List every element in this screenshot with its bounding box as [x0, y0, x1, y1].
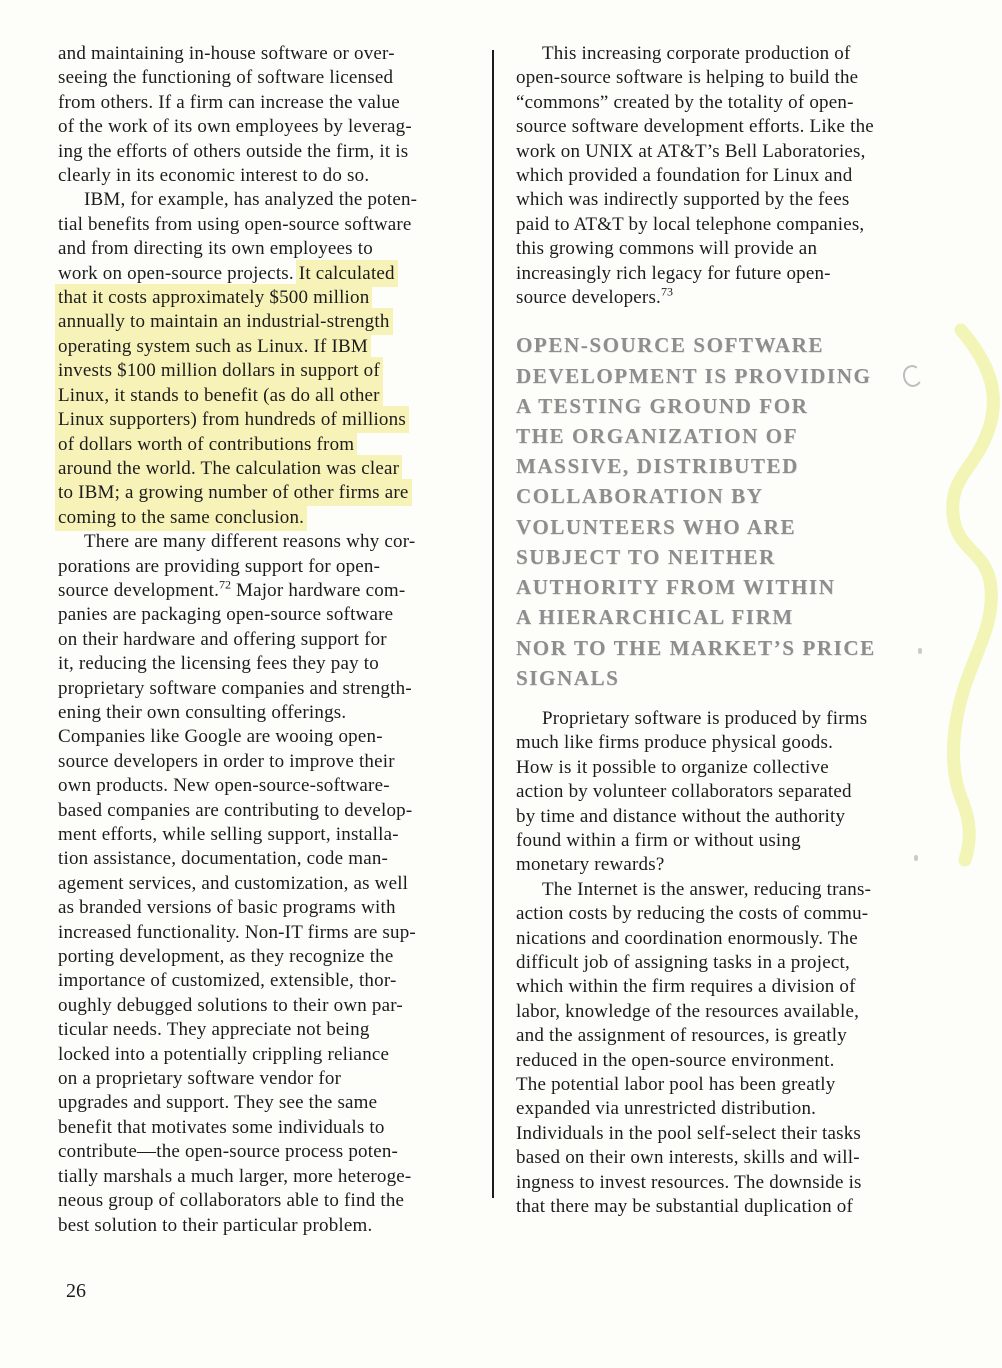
text-segment: Companies like Google are wooing open-	[58, 726, 383, 748]
text-segment: benefit that motivates some individuals to	[58, 1116, 385, 1138]
text-line	[58, 115, 488, 139]
text-segment: action costs by reducing the costs of commu-	[516, 903, 869, 925]
text-segment: open-source software is helping to build the	[516, 67, 859, 89]
pull-quote-line	[516, 330, 948, 360]
text-segment: oughly debugged solutions to their own par-	[58, 994, 403, 1016]
text-segment: The Internet is the answer, reducing trans-	[542, 878, 872, 900]
text-line	[58, 506, 488, 530]
text-segment: A TESTING GROUND FOR	[516, 393, 809, 418]
text-segment: of the work of its own employees by leverag-	[58, 116, 412, 138]
text-line	[516, 91, 948, 115]
highlighted-text: annually to maintain an industrial-strength	[58, 311, 390, 333]
text-segment: porations are providing support for open-	[58, 555, 381, 577]
scan-speck	[914, 855, 918, 861]
text-segment: which within the firm requires a division of	[516, 976, 856, 998]
text-segment: which provided a foundation for Linux and	[516, 165, 853, 187]
pull-quote-line	[516, 542, 948, 572]
text-segment: on a proprietary software vendor for	[58, 1068, 342, 1090]
text-segment: locked into a potentially crippling reliance	[58, 1043, 390, 1065]
text-line	[516, 1146, 948, 1170]
highlighted-text: Linux, it stands to benefit (as do all other	[58, 384, 380, 406]
pull-quote	[516, 330, 948, 692]
highlighted-text: Linux supporters) from hundreds of millions	[58, 409, 406, 431]
text-line	[516, 707, 948, 731]
text-line	[58, 237, 488, 261]
page-number: 26	[66, 1280, 86, 1302]
text-segment: it, reducing the licensing fees they pay to	[58, 653, 379, 675]
text-line	[58, 896, 488, 920]
text-line	[58, 1165, 488, 1189]
text-line	[58, 530, 488, 554]
text-line	[58, 603, 488, 627]
highlighted-text: invests $100 million dollars in support of	[58, 360, 380, 382]
text-line	[516, 1024, 948, 1048]
text-line	[516, 140, 948, 164]
footnote-marker: 72	[219, 577, 232, 592]
text-segment: found within a firm or without using	[516, 829, 801, 851]
text-segment: and the assignment of resources, is greatly	[516, 1025, 847, 1047]
text-line	[58, 945, 488, 969]
text-line	[58, 188, 488, 212]
text-line	[58, 994, 488, 1018]
text-line	[516, 975, 948, 999]
text-segment: AUTHORITY FROM WITHIN	[516, 575, 836, 600]
text-line	[58, 359, 488, 383]
pull-quote-line	[516, 512, 948, 542]
text-segment: A HIERARCHICAL FIRM	[516, 605, 794, 630]
text-line	[58, 408, 488, 432]
text-line	[516, 213, 948, 237]
text-line	[58, 750, 488, 774]
text-segment: monetary rewards?	[516, 854, 665, 876]
text-line	[516, 1000, 948, 1024]
text-line	[516, 1122, 948, 1146]
text-segment: OPEN-SOURCE SOFTWARE	[516, 333, 824, 358]
text-segment: porting development, as they recognize the	[58, 946, 394, 968]
text-line	[516, 115, 948, 139]
pull-quote-line	[516, 391, 948, 421]
text-line	[58, 823, 488, 847]
footnote-marker: 73	[661, 284, 673, 299]
text-line	[58, 1067, 488, 1091]
text-segment: this growing commons will provide an	[516, 238, 818, 260]
text-segment: which was indirectly supported by the fees	[516, 189, 850, 211]
text-segment: source development.	[58, 579, 220, 601]
text-line	[58, 725, 488, 749]
text-line	[516, 902, 948, 926]
text-segment: action by volunteer collaborators separated	[516, 781, 852, 803]
pull-quote-line	[516, 451, 948, 481]
text-segment: ticular needs. They appreciate not being	[58, 1019, 370, 1041]
text-line	[58, 1018, 488, 1042]
text-segment: and from directing its own employees to	[58, 238, 373, 260]
text-line	[58, 1091, 488, 1115]
text-segment: clearly in its economic interest to do so.	[58, 165, 370, 187]
text-segment: VOLUNTEERS WHO ARE	[516, 514, 797, 539]
text-line	[58, 1140, 488, 1164]
text-line	[58, 847, 488, 871]
text-segment: reduced in the open-source environment.	[516, 1049, 835, 1071]
text-segment: based on their own interests, skills and will-	[516, 1147, 860, 1169]
text-line	[516, 951, 948, 975]
text-segment: There are many different reasons why cor-	[84, 531, 416, 553]
text-segment: Major hardware com-	[231, 579, 406, 601]
text-segment: source software development efforts. Like the	[516, 116, 874, 138]
highlighted-text: operating system such as Linux. If IBM	[58, 335, 368, 357]
highlighted-text: coming to the same conclusion.	[58, 506, 305, 528]
text-segment: as branded versions of basic programs with	[58, 897, 396, 919]
text-segment: THE ORGANIZATION OF	[516, 424, 799, 449]
text-segment: by time and distance without the authority	[516, 805, 846, 827]
text-line	[58, 286, 488, 310]
text-line	[58, 481, 488, 505]
text-segment: tion assistance, documentation, code man-	[58, 848, 389, 870]
text-segment: that there may be substantial duplication of	[516, 1196, 853, 1218]
text-segment: This increasing corporate production of	[542, 43, 851, 64]
text-segment: tial benefits from using open-source software	[58, 213, 412, 235]
text-line	[516, 756, 948, 780]
text-segment: nications and coordination enormously. The	[516, 927, 858, 949]
text-segment: on their hardware and offering support for	[58, 628, 387, 650]
text-line	[58, 433, 488, 457]
text-line	[516, 805, 948, 829]
column-rule-divider	[492, 50, 494, 1198]
text-line	[58, 384, 488, 408]
text-segment: MASSIVE, DISTRIBUTED	[516, 454, 799, 479]
highlighted-text: to IBM; a growing number of other firms are	[58, 482, 409, 504]
text-segment: work on UNIX at AT&T’s Bell Laboratories,	[516, 140, 866, 162]
text-line	[58, 799, 488, 823]
pull-quote-line	[516, 481, 948, 511]
text-line	[58, 164, 488, 188]
text-segment: and maintaining in-house software or over-	[58, 43, 395, 64]
text-segment: labor, knowledge of the resources available,	[516, 1000, 860, 1022]
text-segment: IBM, for example, has analyzed the poten-	[84, 189, 418, 211]
text-line	[516, 927, 948, 951]
scan-speck	[918, 648, 922, 654]
text-line	[58, 1043, 488, 1067]
highlighted-text: that it costs approximately $500 million	[58, 287, 370, 309]
text-line	[516, 853, 948, 877]
text-segment: Proprietary software is produced by firms	[542, 707, 868, 729]
pull-quote-line	[516, 421, 948, 451]
text-segment: from others. If a firm can increase the value	[58, 91, 400, 113]
left-text-column	[58, 42, 488, 1238]
text-segment: COLLABORATION BY	[516, 484, 764, 509]
text-line	[58, 262, 488, 286]
text-segment: ment efforts, while selling support, installa-	[58, 824, 399, 845]
text-segment: difficult job of assigning tasks in a project,	[516, 951, 850, 973]
text-line	[516, 731, 948, 755]
text-line	[58, 42, 488, 66]
text-line	[516, 188, 948, 212]
text-segment: SIGNALS	[516, 665, 620, 690]
text-line	[58, 652, 488, 676]
right-paragraph-bottom	[516, 707, 948, 1220]
text-line	[58, 774, 488, 798]
text-line	[58, 969, 488, 993]
text-line	[58, 213, 488, 237]
text-segment: source developers.	[516, 287, 661, 309]
text-line	[516, 1195, 948, 1219]
text-line	[58, 921, 488, 945]
pull-quote-line	[516, 602, 948, 632]
text-segment: “commons” created by the totality of open-	[516, 91, 854, 113]
text-segment: agement services, and customization, as well	[58, 872, 409, 894]
highlighted-text: around the world. The calculation was clear	[58, 457, 400, 479]
text-segment: seeing the functioning of software licensed	[58, 67, 394, 89]
text-segment: upgrades and support. They see the same	[58, 1092, 378, 1114]
text-segment: ingness to invest resources. The downside is	[516, 1171, 862, 1193]
text-line	[516, 237, 948, 261]
text-line	[58, 66, 488, 90]
text-line	[516, 1171, 948, 1195]
text-line	[516, 1097, 948, 1121]
text-line	[58, 628, 488, 652]
text-line	[516, 829, 948, 853]
text-segment: SUBJECT TO NEITHER	[516, 544, 776, 569]
pull-quote-line	[516, 633, 948, 663]
text-segment: ing the efforts of others outside the firm, it is	[58, 140, 409, 162]
highlighted-text: of dollars worth of contributions from	[58, 433, 355, 455]
text-segment: proprietary software companies and strength-	[58, 677, 412, 699]
text-line	[58, 1116, 488, 1140]
text-segment: source developers in order to improve their	[58, 750, 395, 772]
text-segment: ening their own consulting offerings.	[58, 701, 347, 723]
text-segment: work on open-source projects.	[58, 262, 299, 284]
text-line	[58, 91, 488, 115]
text-segment: How is it possible to organize collective	[516, 756, 829, 778]
right-paragraph-top	[516, 42, 948, 310]
highlighted-text: It calculated	[298, 262, 395, 284]
text-line	[516, 164, 948, 188]
text-segment: importance of customized, extensible, thor-	[58, 970, 397, 992]
text-line	[516, 286, 948, 310]
text-segment: neous group of collaborators able to find the	[58, 1190, 405, 1212]
text-line	[58, 701, 488, 725]
text-segment: Individuals in the pool self-select their tasks	[516, 1122, 861, 1144]
text-line	[58, 310, 488, 334]
text-segment: much like firms produce physical goods.	[516, 732, 834, 754]
text-line	[516, 1049, 948, 1073]
pull-quote-line	[516, 663, 948, 693]
text-line	[58, 1214, 488, 1238]
text-line	[516, 878, 948, 902]
text-line	[516, 780, 948, 804]
text-segment: DEVELOPMENT IS PROVIDING	[516, 363, 872, 388]
text-line	[516, 66, 948, 90]
text-line	[516, 1073, 948, 1097]
right-text-column	[516, 42, 948, 1219]
text-segment: expanded via unrestricted distribution.	[516, 1098, 817, 1120]
text-segment: paid to AT&T by local telephone companies,	[516, 213, 865, 235]
pull-quote-line	[516, 361, 948, 391]
pull-quote-line	[516, 572, 948, 602]
text-line	[516, 262, 948, 286]
text-segment: own products. New open-source-software-	[58, 775, 390, 797]
text-line	[58, 335, 488, 359]
text-segment: best solution to their particular problem.	[58, 1214, 373, 1236]
text-segment: tially marshals a much larger, more heteroge-	[58, 1165, 412, 1187]
text-line	[58, 872, 488, 896]
text-line	[58, 140, 488, 164]
text-segment: increasingly rich legacy for future open-	[516, 262, 831, 284]
text-line	[58, 1189, 488, 1213]
text-line	[58, 677, 488, 701]
text-segment: The potential labor pool has been greatly	[516, 1074, 836, 1095]
text-segment: based companies are contributing to develop-	[58, 799, 413, 821]
text-line	[58, 555, 488, 579]
text-segment: NOR TO THE MARKET’S PRICE	[516, 635, 876, 660]
text-line	[516, 42, 948, 66]
text-line	[58, 457, 488, 481]
text-segment: contribute—the open-source process poten-	[58, 1141, 399, 1163]
text-segment: increased functionality. Non-IT firms are sup-	[58, 921, 416, 943]
text-segment: panies are packaging open-source software	[58, 604, 394, 626]
text-line	[58, 579, 488, 603]
